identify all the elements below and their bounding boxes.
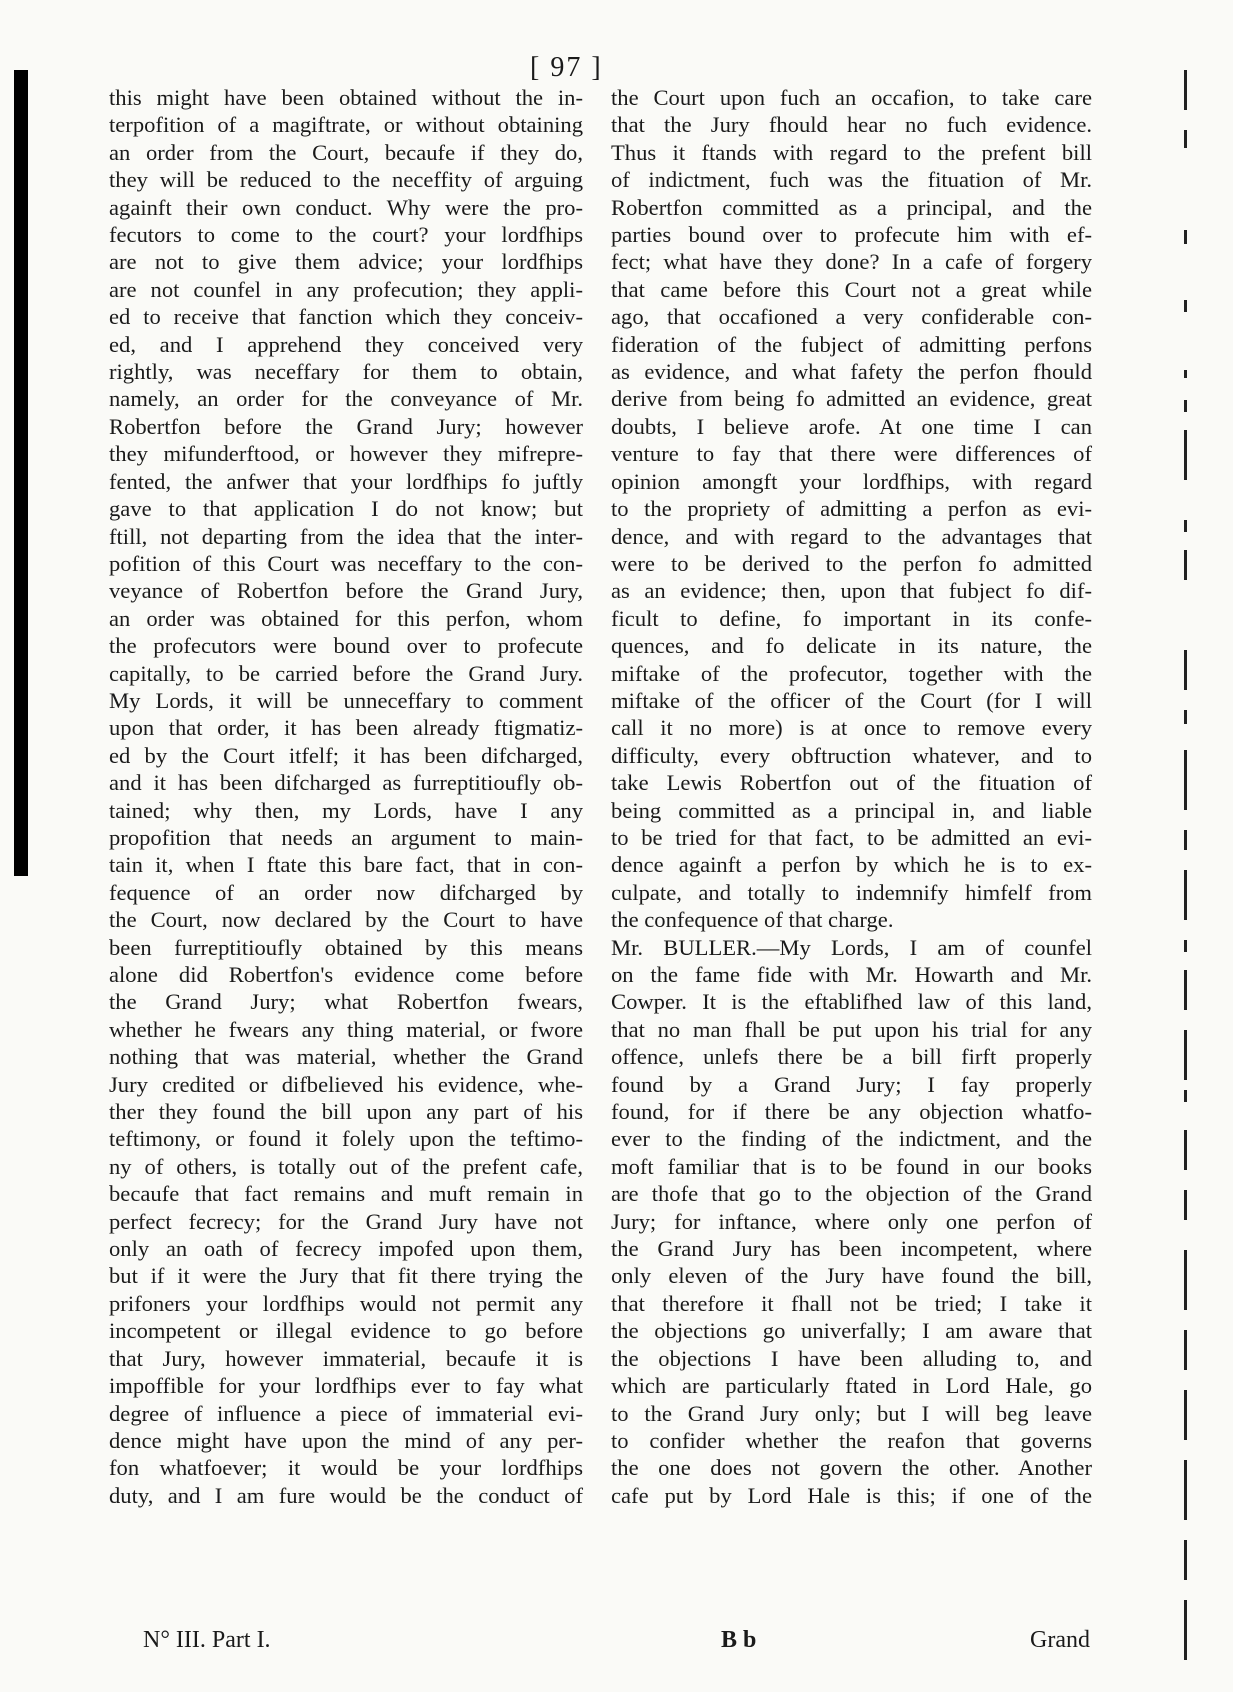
text-line: are not to give them advice; your lordfhips: [109, 249, 583, 275]
text-line: to confider whether the reafon that governs: [611, 1427, 1092, 1453]
scan-mark: [1184, 370, 1187, 378]
text-line: upon that order, it has been already ftigmatiz-: [109, 715, 583, 741]
text-line: an order from the Court, becaufe if they do,: [109, 139, 583, 165]
text-line: fecutors to come to the court? your lordfhips: [109, 222, 583, 248]
scan-mark: [1184, 1030, 1187, 1080]
text-line: prifoners your lordfhips would not permit any: [109, 1290, 583, 1316]
text-line: propofition that needs an argument to main-: [109, 824, 583, 850]
text-line: difficulty, every obftruction whatever, and to: [611, 742, 1092, 768]
text-line: the profecutors were bound over to profecute: [109, 633, 583, 659]
text-line: the Grand Jury; what Robertfon fwears,: [109, 989, 583, 1015]
scan-mark: [1184, 1250, 1187, 1310]
text-line: to the Grand Jury only; but I will beg leave: [611, 1400, 1092, 1426]
text-line: only an oath of fecrecy impofed upon them,: [109, 1236, 583, 1262]
text-line: terpofition of a magiftrate, or without obtaining: [109, 112, 583, 138]
text-line: that therefore it fhall not be tried; I take it: [611, 1290, 1092, 1316]
text-line: capitally, to be carried before the Grand Jury.: [109, 660, 583, 686]
text-line: as an evidence; then, upon that fubject fo dif-: [611, 578, 1092, 604]
text-line: moft familiar that is to be found in our books: [611, 1153, 1092, 1179]
text-line: the Court, now declared by the Court to have: [109, 907, 583, 933]
scan-mark: [1184, 1190, 1187, 1220]
text-line: perfect fecrecy; for the Grand Jury have not: [109, 1208, 583, 1234]
text-line: the objections I have been alluding to, and: [611, 1345, 1092, 1371]
text-line: miftake of the profecutor, together with the: [611, 660, 1092, 686]
text-line: ficult to define, fo important in its confe-: [611, 605, 1092, 631]
scan-mark: [1184, 750, 1187, 810]
text-line: venture to fay that there were differences of: [611, 441, 1092, 467]
text-line: gave to that application I do not know; but: [109, 496, 583, 522]
text-line: fented, the anfwer that your lordfhips fo juftly: [109, 468, 583, 494]
text-line: opinion amongft your lordfhips, with regard: [611, 468, 1092, 494]
text-line: duty, and I am fure would be the conduct of: [109, 1482, 583, 1508]
text-line: incompetent or illegal evidence to go before: [109, 1318, 583, 1344]
scan-mark: [1184, 130, 1187, 148]
text-line: dence againft a perfon by which he is to ex-: [611, 852, 1092, 878]
scan-mark: [1184, 1460, 1187, 1520]
text-line: are not counfel in any profecution; they appli-: [109, 276, 583, 302]
text-line: the Court upon fuch an occafion, to take care: [611, 85, 1092, 110]
text-line: doubts, I believe arofe. At one time I can: [611, 413, 1092, 439]
text-line: Mr. BULLER.—My Lords, I am of counfel: [611, 934, 1092, 960]
text-line: that came before this Court not a great while: [611, 276, 1092, 302]
text-line: pofition of this Court was neceffary to the con-: [109, 550, 583, 576]
text-line: teftimony, or found it folely upon the teftimo-: [109, 1126, 583, 1152]
scan-mark: [1184, 1090, 1187, 1102]
text-line: fideration of the fubject of admitting perfons: [611, 331, 1092, 357]
text-line: quences, and fo delicate in its nature, the: [611, 633, 1092, 659]
text-line: fon whatfoever; it would be your lordfhips: [109, 1455, 583, 1481]
text-line: dence, and with regard to the advantages that: [611, 523, 1092, 549]
left-text-column: [109, 84, 583, 1509]
scan-mark: [1184, 1390, 1187, 1440]
scan-mark: [1184, 430, 1187, 480]
text-line: ed, and I apprehend they conceived very: [109, 331, 583, 357]
text-line: the confequence of that charge.: [611, 907, 894, 933]
text-line: the Grand Jury has been incompetent, where: [611, 1236, 1092, 1262]
text-line: the one does not govern the other. Another: [611, 1455, 1092, 1481]
text-line: this might have been obtained without the in-: [109, 85, 583, 110]
text-line: were to be derived to the perfon fo admitted: [611, 550, 1092, 576]
text-line: as evidence, and what fafety the perfon fhould: [611, 359, 1092, 385]
text-line: parties bound over to profecute him with ef-: [611, 222, 1092, 248]
text-line: that Jury, however immaterial, becaufe it is: [109, 1345, 583, 1371]
text-line: which are particularly ftated in Lord Hale, go: [611, 1373, 1092, 1399]
scan-mark: [1184, 710, 1187, 724]
right-text-column: [611, 84, 1092, 1509]
scan-edge-bar: [14, 70, 28, 876]
scan-mark: [1184, 870, 1187, 920]
text-line: ftill, not departing from the idea that the inter-: [109, 523, 583, 549]
footer-catchword: Grand: [1030, 1627, 1090, 1653]
text-line: ago, that occafioned a very confiderable con-: [611, 304, 1092, 330]
text-line: and it has been difcharged as furreptitioufly ob-: [109, 770, 583, 796]
text-line: whether he fwears any thing material, or fwore: [109, 1016, 583, 1042]
text-line: rightly, was neceffary for them to obtain,: [109, 359, 583, 385]
text-line: been furreptitioufly obtained by this means: [109, 934, 583, 960]
footer-part-label: N° III. Part I.: [143, 1627, 271, 1653]
text-line: only eleven of the Jury have found the bill,: [611, 1263, 1092, 1289]
text-line: Thus it ftands with regard to the prefent bill: [611, 139, 1092, 165]
text-line: tain it, when I ftate this bare fact, that in con-: [109, 852, 583, 878]
scan-mark: [1184, 830, 1187, 850]
scan-mark: [1184, 940, 1187, 952]
scan-mark: [1184, 300, 1187, 312]
text-line: to be tried for that fact, to be admitted an evi-: [611, 824, 1092, 850]
text-line: Jury credited or difbelieved his evidence, whe-: [109, 1071, 583, 1097]
text-line: an order was obtained for this perfon, whom: [109, 605, 583, 631]
footer-signature-mark: B b: [721, 1627, 757, 1653]
text-line: take Lewis Robertfon out of the fituation of: [611, 770, 1092, 796]
text-line: degree of influence a piece of immaterial evi-: [109, 1400, 583, 1426]
text-line: being committed as a principal in, and liable: [611, 797, 1092, 823]
scan-margin-marks: [1184, 70, 1194, 1660]
scan-mark: [1184, 550, 1187, 580]
text-line: againft their own conduct. Why were the pro-: [109, 194, 583, 220]
scan-mark: [1184, 230, 1187, 244]
text-line: veyance of Robertfon before the Grand Jury,: [109, 578, 583, 604]
text-line: derive from being fo admitted an evidence, great: [611, 386, 1092, 412]
text-line: culpate, and totally to indemnify himfelf from: [611, 879, 1092, 905]
scan-mark: [1184, 1600, 1187, 1660]
text-line: ny of others, is totally out of the prefent cafe,: [109, 1153, 583, 1179]
text-line: call it no more) is at once to remove every: [611, 715, 1092, 741]
scan-mark: [1184, 970, 1187, 1010]
scan-mark: [1184, 1130, 1187, 1170]
text-line: of indictment, fuch was the fituation of Mr.: [611, 167, 1092, 193]
page-number: [ 97 ]: [530, 52, 603, 83]
text-line: are thofe that go to the objection of the Grand: [611, 1181, 1092, 1207]
scan-mark: [1184, 400, 1187, 412]
text-line: My Lords, it will be unneceffary to comment: [109, 687, 583, 713]
text-line: Cowper. It is the eftablifhed law of this land,: [611, 989, 1092, 1015]
text-line: dence might have upon the mind of any per-: [109, 1427, 583, 1453]
text-line: on the fame fide with Mr. Howarth and Mr.: [611, 962, 1092, 987]
text-line: miftake of the officer of the Court (for I will: [611, 687, 1092, 713]
text-line: becaufe that fact remains and muft remain in: [109, 1181, 583, 1207]
scan-mark: [1184, 1330, 1187, 1370]
text-line: nothing that was material, whether the Grand: [109, 1044, 583, 1070]
text-line: cafe put by Lord Hale is this; if one of the: [611, 1482, 1092, 1508]
text-line: Jury; for inftance, where only one perfon of: [611, 1208, 1092, 1234]
scan-mark: [1184, 650, 1187, 690]
text-line: Robertfon before the Grand Jury; however: [109, 413, 583, 439]
text-line: found, for if there be any objection whatfo-: [611, 1099, 1092, 1125]
text-line: tained; why then, my Lords, have I any: [109, 797, 583, 823]
text-line: but if it were the Jury that fit there trying the: [109, 1263, 583, 1289]
text-line: they mifunderftood, or however they mifrepre-: [109, 441, 583, 467]
text-line: offence, unlefs there be a bill firft properly: [611, 1044, 1092, 1070]
text-line: fect; what have they done? In a cafe of forgery: [611, 249, 1092, 275]
scan-mark: [1184, 1540, 1187, 1580]
text-line: Robertfon committed as a principal, and the: [611, 194, 1092, 220]
scan-mark: [1184, 70, 1187, 110]
text-line: ther they found the bill upon any part of his: [109, 1099, 583, 1125]
text-line: impoffible for your lordfhips ever to fay what: [109, 1373, 583, 1399]
text-line: found by a Grand Jury; I fay properly: [611, 1071, 1092, 1097]
text-line: alone did Robertfon's evidence come before: [109, 962, 583, 987]
text-line: they will be reduced to the neceffity of arguing: [109, 167, 583, 193]
scan-mark: [1184, 520, 1187, 532]
text-line: ever to the finding of the indictment, and the: [611, 1126, 1092, 1152]
text-line: ed to receive that fanction which they conceiv-: [109, 304, 583, 330]
text-line: to the propriety of admitting a perfon as evi-: [611, 496, 1092, 522]
text-line: namely, an order for the conveyance of Mr.: [109, 386, 583, 412]
text-line: that the Jury fhould hear no fuch evidence.: [611, 112, 1092, 138]
text-line: ed by the Court itfelf; it has been difcharged,: [109, 742, 583, 768]
text-line: that no man fhall be put upon his trial for any: [611, 1016, 1092, 1042]
text-line: the objections go univerfally; I am aware that: [611, 1318, 1092, 1344]
text-line: fequence of an order now difcharged by: [109, 879, 583, 905]
